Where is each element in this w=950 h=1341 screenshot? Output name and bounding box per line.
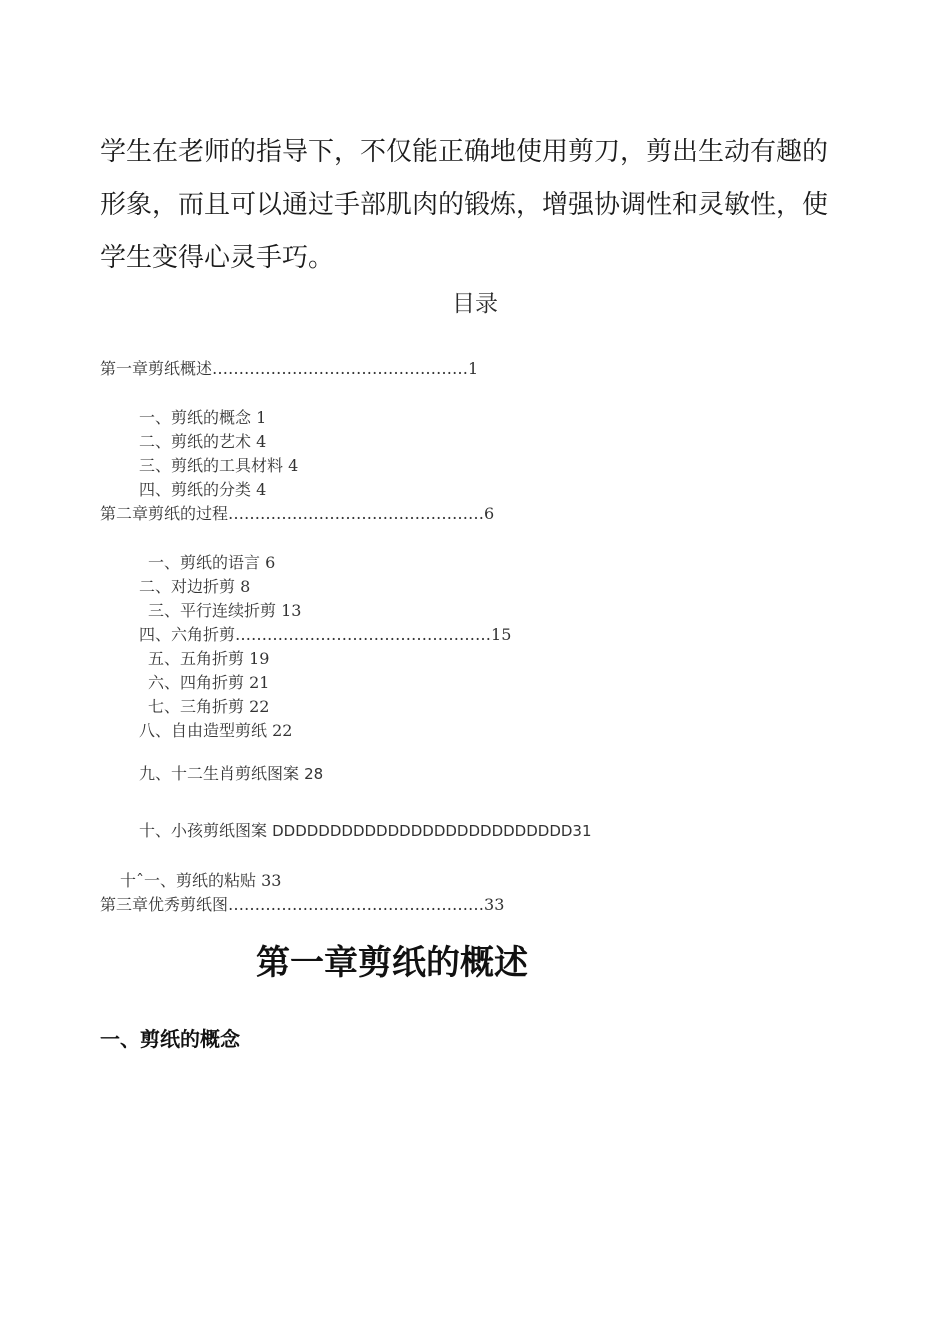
toc-page-number: 6 bbox=[484, 504, 495, 523]
toc-entry[interactable] bbox=[139, 821, 592, 841]
toc-title: 目录 bbox=[452, 291, 498, 317]
toc-entry-text: 八、自由造型剪纸 bbox=[139, 721, 268, 740]
toc-entry[interactable] bbox=[139, 625, 511, 645]
toc-page-number: 22 bbox=[272, 721, 293, 740]
toc-entry[interactable] bbox=[148, 673, 269, 693]
toc-entry-chapter-2[interactable] bbox=[100, 504, 494, 524]
toc-entry[interactable] bbox=[139, 577, 250, 597]
toc-page-number: 21 bbox=[249, 673, 270, 692]
toc-leader-dots: DDDDDDDDDDDDDDDDDDDDDDDDDD bbox=[272, 822, 573, 840]
toc-leader-dots: ………………………………………… bbox=[235, 625, 492, 644]
intro-line: 形象，而且可以通过手部肌肉的锻炼，增强协调性和灵敏性，使 bbox=[100, 190, 829, 220]
toc-leader-dots: ………………………………………… bbox=[212, 359, 469, 378]
toc-entry[interactable] bbox=[148, 697, 269, 717]
toc-entry[interactable] bbox=[139, 456, 298, 476]
toc-entry[interactable] bbox=[139, 764, 323, 784]
toc-page-number: 19 bbox=[249, 649, 270, 668]
toc-entry[interactable] bbox=[120, 871, 281, 891]
toc-entry-text: 一、剪纸的概念 bbox=[139, 408, 252, 427]
chapter-heading: 第一章剪纸的概述 bbox=[256, 943, 528, 983]
toc-page-number: 31 bbox=[572, 822, 592, 840]
toc-entry-text: 五、五角折剪 bbox=[148, 649, 245, 668]
toc-page-number: 22 bbox=[249, 697, 270, 716]
toc-entry[interactable] bbox=[139, 432, 266, 452]
toc-entry-text: 四、剪纸的分类 bbox=[139, 480, 252, 499]
toc-entry[interactable] bbox=[148, 601, 301, 621]
toc-entry[interactable] bbox=[139, 480, 266, 500]
toc-entry-text: 九、十二生肖剪纸图案 bbox=[139, 764, 300, 783]
toc-page-number: 4 bbox=[256, 432, 267, 451]
toc-page-number: 8 bbox=[240, 577, 251, 596]
toc-page-number: 4 bbox=[288, 456, 299, 475]
toc-entry-text: 第一章剪纸概述 bbox=[100, 359, 213, 378]
toc-entry-chapter-1[interactable] bbox=[100, 359, 478, 379]
toc-entry[interactable] bbox=[148, 553, 275, 573]
toc-page-number: 28 bbox=[304, 765, 324, 783]
toc-entry[interactable] bbox=[139, 721, 292, 741]
toc-entry-text: 二、剪纸的艺术 bbox=[139, 432, 252, 451]
toc-page-number: 4 bbox=[256, 480, 267, 499]
toc-entry-text: 第二章剪纸的过程 bbox=[100, 504, 229, 523]
toc-leader-dots: ………………………………………… bbox=[228, 504, 485, 523]
toc-entry-text: 第三章优秀剪纸图 bbox=[100, 895, 229, 914]
toc-entry-text: 六、四角折剪 bbox=[148, 673, 245, 692]
toc-entry-text: 一、剪纸的语言 bbox=[148, 553, 261, 572]
toc-page-number: 1 bbox=[256, 408, 267, 427]
toc-entry-text: 三、剪纸的工具材料 bbox=[139, 456, 284, 475]
intro-line: 学生在老师的指导下，不仅能正确地使用剪刀，剪出生动有趣的 bbox=[100, 137, 829, 167]
toc-entry[interactable] bbox=[148, 649, 269, 669]
toc-entry-text: 三、平行连续折剪 bbox=[148, 601, 277, 620]
toc-entry-text: 二、对边折剪 bbox=[139, 577, 236, 596]
toc-entry-text: 四、六角折剪 bbox=[139, 625, 236, 644]
toc-entry-chapter-3[interactable] bbox=[100, 895, 504, 915]
intro-paragraph bbox=[100, 126, 829, 285]
toc-page-number: 33 bbox=[484, 895, 505, 914]
toc-entry-text: 十ˆ一、剪纸的粘贴 bbox=[120, 871, 257, 890]
toc-entry[interactable] bbox=[139, 408, 266, 428]
toc-page-number: 1 bbox=[468, 359, 479, 378]
toc-page-number: 15 bbox=[491, 625, 512, 644]
intro-line: 学生变得心灵手巧。 bbox=[100, 243, 335, 273]
toc-entry-text: 七、三角折剪 bbox=[148, 697, 245, 716]
toc-page-number: 6 bbox=[265, 553, 276, 572]
section-heading: 一、剪纸的概念 bbox=[100, 1027, 240, 1051]
toc-leader-dots: ………………………………………… bbox=[228, 895, 485, 914]
toc-entry-text: 十、小孩剪纸图案 bbox=[139, 821, 268, 840]
toc-page-number: 13 bbox=[281, 601, 302, 620]
toc-page-number: 33 bbox=[261, 871, 282, 890]
